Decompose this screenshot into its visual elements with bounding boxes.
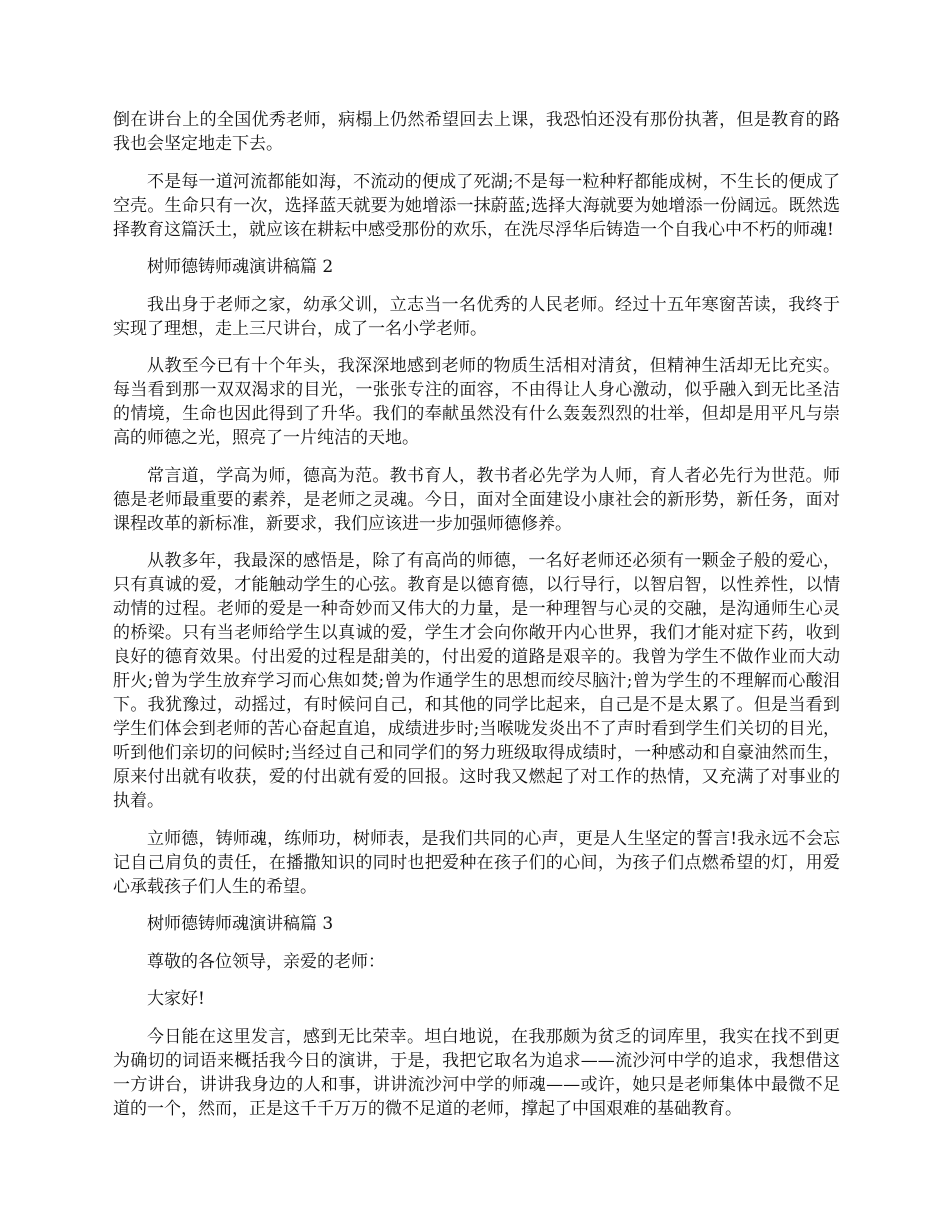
paragraph-body: 我出身于老师之家，幼承父训，立志当一名优秀的人民老师。经过十五年寒窗苦读，我终于实现了理想，走上三尺讲台，成了一名小学老师。 [113, 294, 840, 339]
greeting: 大家好! [147, 989, 205, 1009]
document-page [113, 108, 840, 1134]
paragraph-body: 从教至今已有十个年头，我深深地感到老师的物质生活相对清贫，但精神生活却无比充实。每当看到那一双双渴求的目光，一张张专注的面容，不由得让人身心激动，似乎融入到无比圣洁的情境，生命也因此得到了升华。我们的奉献虽然没有什么轰轰烈烈的壮举，但却是用平凡与崇高的师德之光，照亮了一片纯洁的天地。 [113, 356, 840, 448]
salutation: 尊敬的各位领导，亲爱的老师： [147, 951, 385, 972]
paragraph-body: 不是每一道河流都能如海，不流动的便成了死湖;不是每一粒种籽都能成树，不生长的便成了空壳。生命只有一次，选择蓝天就要为她增添一抹蔚蓝;选择大海就要为她增添一份阔远。既然选择教育这篇沃土，就应该在耕耘中感受那份的欢乐，在洗尽浮华后铸造一个自我心中不朽的师魂! [113, 171, 840, 240]
paragraph-body: 今日能在这里发言，感到无比荣幸。坦白地说，在我那颇为贫乏的词库里，我实在找不到更为确切的词语来概括我今日的演讲，于是，我把它取名为追求——流沙河中学的追求，我想借这一方讲台，讲讲我身边的人和事，讲讲流沙河中学的师魂——或许，她只是老师集体中最微不足道的一个，然而，正是这千千万万的微不足道的老师，撑起了中国艰难的基础教育。 [113, 1026, 840, 1119]
section-heading: 树师德铸师魂演讲稿篇 3 [147, 914, 334, 934]
paragraph-body: 从教多年，我最深的感悟是，除了有高尚的师德，一名好老师还必须有一颗金子般的爱心，只有真诚的爱，才能触动学生的心弦。教育是以德育德，以行导行，以智启智，以性养性，以情动情的过程。老师的爱是一种奇妙而又伟大的力量，是一种理智与心灵的交融，是沟通师生心灵的桥梁。只有当老师给学生以真诚的爱，学生才会向你敞开内心世界，我们才能对症下药，收到良好的德育效果。付出爱的过程是甜美的，付出爱的道路是艰辛的。我曾为学生不做作业而大动肝火;曾为学生放弃学习而心焦如焚;曾为作通学生的思想而绞尽脑汁;曾为学生的不理解而心酸泪下。我犹豫过，动摇过，有时候问自己，和其他的同学比起来，自己是不是太累了。但是当看到学生们体会到老师的苦心奋起直追，成绩进步时;当喉咙发炎出不了声时看到学生们关切的目光，听到他们亲切的问候时;当经过自己和同学们的努力班级取得成绩时，一种感动和自豪油然而生，原来付出就有收获，爱的付出就有爱的回报。这时我又燃起了对工作的热情，又充满了对事业的执着。 [113, 551, 840, 811]
paragraph-body: 立师德，铸师魂，练师功，树师表，是我们共同的心声，更是人生坚定的誓言!我永远不会忘记自己肩负的责任，在播撒知识的同时也把爱种在孩子们的心间，为孩子们点燃希望的灯，用爱心承载孩子们人生的希望。 [113, 828, 840, 897]
paragraph-continuation: 倒在讲台上的全国优秀老师，病榻上仍然希望回去上课，我恐怕还没有那份执著，但是教育的路我也会坚定地走下去。 [113, 110, 840, 154]
paragraph-body: 常言道，学高为师，德高为范。教书育人，教书者必先学为人师，育人者必先行为世范。师德是老师最重要的素养，是老师之灵魂。今日，面对全面建设小康社会的新形势，新任务，面对课程改革的新标准，新要求，我们应该进一步加强师德修养。 [113, 465, 840, 534]
section-heading: 树师德铸师魂演讲稿篇 2 [147, 257, 334, 277]
